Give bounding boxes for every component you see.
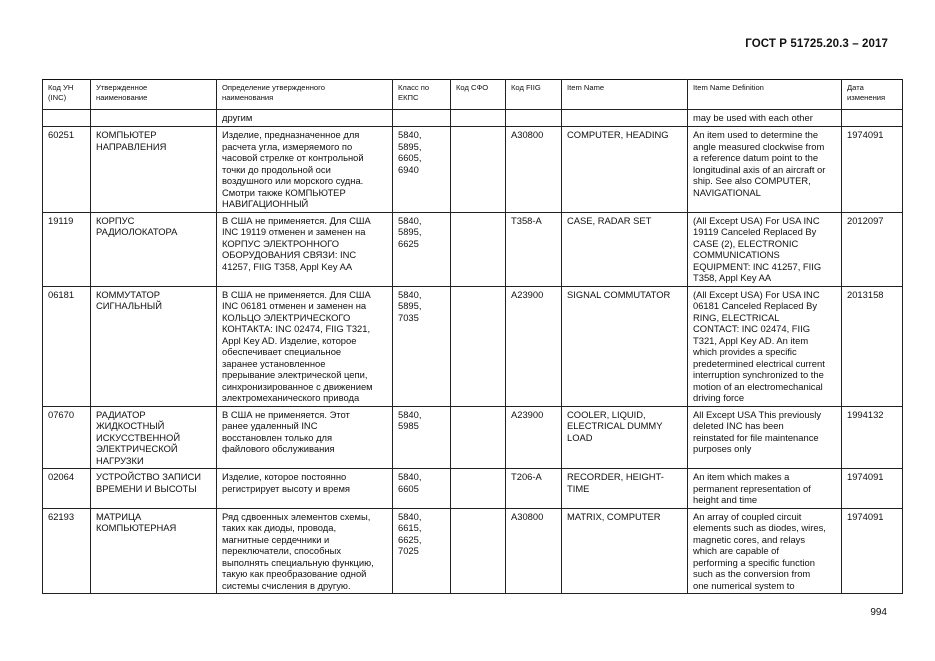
table-cell-definition-ru: Изделие, которое постоянно регистрирует высоту и время xyxy=(217,469,393,509)
table-cell-name-ru: КОММУТАТОР СИГНАЛЬНЫЙ xyxy=(91,286,217,406)
table-cell-inc: 62193 xyxy=(43,508,91,594)
table-cell-sfo xyxy=(451,406,506,469)
table-cell-sfo xyxy=(451,286,506,406)
table-cell-date: 1974091 xyxy=(842,127,903,213)
table-cell xyxy=(91,110,217,127)
table-cell-fiig: T206-A xyxy=(506,469,562,509)
column-header-definition-ru: Определение утвержденного наименования xyxy=(217,80,393,110)
table-cell-item-name: COMPUTER, HEADING xyxy=(562,127,688,213)
table-cell-definition-en: (All Except USA) For USA INC 19119 Canceled Replaced By CASE (2), ELECTRONIC COMMUNICATIONS EQUIPMENT: INC 41257, FIIG T358, Appl Key AA xyxy=(688,212,842,286)
table-cell xyxy=(506,110,562,127)
table-cell-inc: 60251 xyxy=(43,127,91,213)
table-cell-sfo xyxy=(451,469,506,509)
table-cell-definition-ru: другим xyxy=(217,110,393,127)
table-row xyxy=(43,127,903,213)
table-cell-definition-en: An item used to determine the angle measured clockwise from a reference datum point to the longitudinal axis of an aircraft or ship. See also COMPUTER, NAVIGATIONAL xyxy=(688,127,842,213)
ekps-items-table xyxy=(42,79,903,594)
table-cell xyxy=(562,110,688,127)
table-cell-class: 5840, 5895, 7035 xyxy=(393,286,451,406)
table-cell-definition-en: An item which makes a permanent representation of height and time xyxy=(688,469,842,509)
table-cell-definition-ru: Изделие, предназначенное для расчета угла, измеряемого по часовой стрелке от контрольной точки до продольной оси воздушного или морского судна. Смотри также КОМПЬЮТЕР НАВИГАЦИОННЫЙ xyxy=(217,127,393,213)
table-cell-date: 1994132 xyxy=(842,406,903,469)
table-cell-definition-ru: Ряд сдвоенных элементов схемы, таких как диоды, провода, магнитные сердечники и переключатели, способных выполнять специальную функцию, такую как преобразование одной системы счисления в другую. xyxy=(217,508,393,594)
table-cell-date: 2012097 xyxy=(842,212,903,286)
column-header-item-name: Item Name xyxy=(562,80,688,110)
table-cell-inc: 07670 xyxy=(43,406,91,469)
table-cell-name-ru: МАТРИЦА КОМПЬЮТЕРНАЯ xyxy=(91,508,217,594)
table-cell-fiig: A30800 xyxy=(506,127,562,213)
table-cell-definition-ru: В США не применяется. Для США INC 19119 отменен и заменен на КОРПУС ЭЛЕКТРОННОГО ОБОРУДОВАНИЯ СВЯЗИ: INC 41257, FIIG T358, Appl Key AA xyxy=(217,212,393,286)
table-cell xyxy=(393,110,451,127)
table-row xyxy=(43,212,903,286)
table-cell-class: 5840, 5895, 6605, 6940 xyxy=(393,127,451,213)
table-cell-inc: 02064 xyxy=(43,469,91,509)
table-cell-date: 2013158 xyxy=(842,286,903,406)
column-header-date: Дата изменения xyxy=(842,80,903,110)
table-cell-name-ru: РАДИАТОР ЖИДКОСТНЫЙ ИСКУССТВЕННОЙ ЭЛЕКТРИЧЕСКОЙ НАГРУЗКИ xyxy=(91,406,217,469)
table-cell-definition-en: All Except USA This previously deleted INC has been reinstated for file maintenance purposes only xyxy=(688,406,842,469)
table-cell-name-ru: УСТРОЙСТВО ЗАПИСИ ВРЕМЕНИ И ВЫСОТЫ xyxy=(91,469,217,509)
table-cell-fiig: A30800 xyxy=(506,508,562,594)
table-cell-name-ru: КОМПЬЮТЕР НАПРАВЛЕНИЯ xyxy=(91,127,217,213)
table-cell-definition-en: (All Except USA) For USA INC 06181 Canceled Replaced By RING, ELECTRICAL CONTACT: INC 02474, FIIG T321, Appl Key AD. An item which provides a specific predetermined electrical current interruption synchronized to the motion of an electromechanical driving force xyxy=(688,286,842,406)
column-header-inc: Код УН (INC) xyxy=(43,80,91,110)
table-cell-sfo xyxy=(451,508,506,594)
table-cell-definition-en: may be used with each other xyxy=(688,110,842,127)
table-cell-item-name: SIGNAL COMMUTATOR xyxy=(562,286,688,406)
column-header-item-definition: Item Name Definition xyxy=(688,80,842,110)
column-header-fiig: Код FIIG xyxy=(506,80,562,110)
table-cell-class: 5840, 6605 xyxy=(393,469,451,509)
table-cell-class: 5840, 5985 xyxy=(393,406,451,469)
table-cell-class: 5840, 6615, 6625, 7025 xyxy=(393,508,451,594)
table-cell-definition-ru: В США не применяется. Для США INC 06181 отменен и заменен на КОЛЬЦО ЭЛЕКТРИЧЕСКОГО КОНТАКТА: INC 02474, FIIG T321, Appl Key AD. Изделие, которое обеспечивает специальное заранее установленное прерывание электрической цепи, синхронизированное с движением электромеханического привода xyxy=(217,286,393,406)
table-cell-inc: 19119 xyxy=(43,212,91,286)
table-cell-fiig: A23900 xyxy=(506,406,562,469)
column-header-sfo: Код СФО xyxy=(451,80,506,110)
table-cell-fiig: T358-A xyxy=(506,212,562,286)
table-cell-item-name: MATRIX, COMPUTER xyxy=(562,508,688,594)
table-cell-definition-en: An array of coupled circuit elements such as diodes, wires, magnetic cores, and relays which are capable of performing a specific function such as the conversion from one numerical system to xyxy=(688,508,842,594)
table-row xyxy=(43,286,903,406)
table-cell-date: 1974091 xyxy=(842,508,903,594)
table-cell-item-name: COOLER, LIQUID, ELECTRICAL DUMMY LOAD xyxy=(562,406,688,469)
column-header-name-ru: Утвержденное наименование xyxy=(91,80,217,110)
table-header-row xyxy=(43,80,903,110)
table-cell xyxy=(842,110,903,127)
table-cell-name-ru: КОРПУС РАДИОЛОКАТОРА xyxy=(91,212,217,286)
table-row-continuation xyxy=(43,110,903,127)
table-cell-inc: 06181 xyxy=(43,286,91,406)
table-cell xyxy=(43,110,91,127)
table-cell xyxy=(451,110,506,127)
table-cell-fiig: A23900 xyxy=(506,286,562,406)
table-cell-sfo xyxy=(451,212,506,286)
table-cell-item-name: CASE, RADAR SET xyxy=(562,212,688,286)
table-row xyxy=(43,469,903,509)
table-cell-item-name: RECORDER, HEIGHT- TIME xyxy=(562,469,688,509)
table-cell-class: 5840, 5895, 6625 xyxy=(393,212,451,286)
table-cell-date: 1974091 xyxy=(842,469,903,509)
page-number: 994 xyxy=(870,607,887,618)
table-row xyxy=(43,406,903,469)
document-standard-header: ГОСТ Р 51725.20.3 – 2017 xyxy=(745,38,888,50)
table-cell-definition-ru: В США не применяется. Этот ранее удаленный INC восстановлен только для файлового обслуживания xyxy=(217,406,393,469)
table-cell-sfo xyxy=(451,127,506,213)
table-row xyxy=(43,508,903,594)
column-header-class: Класс по ЕКПС xyxy=(393,80,451,110)
